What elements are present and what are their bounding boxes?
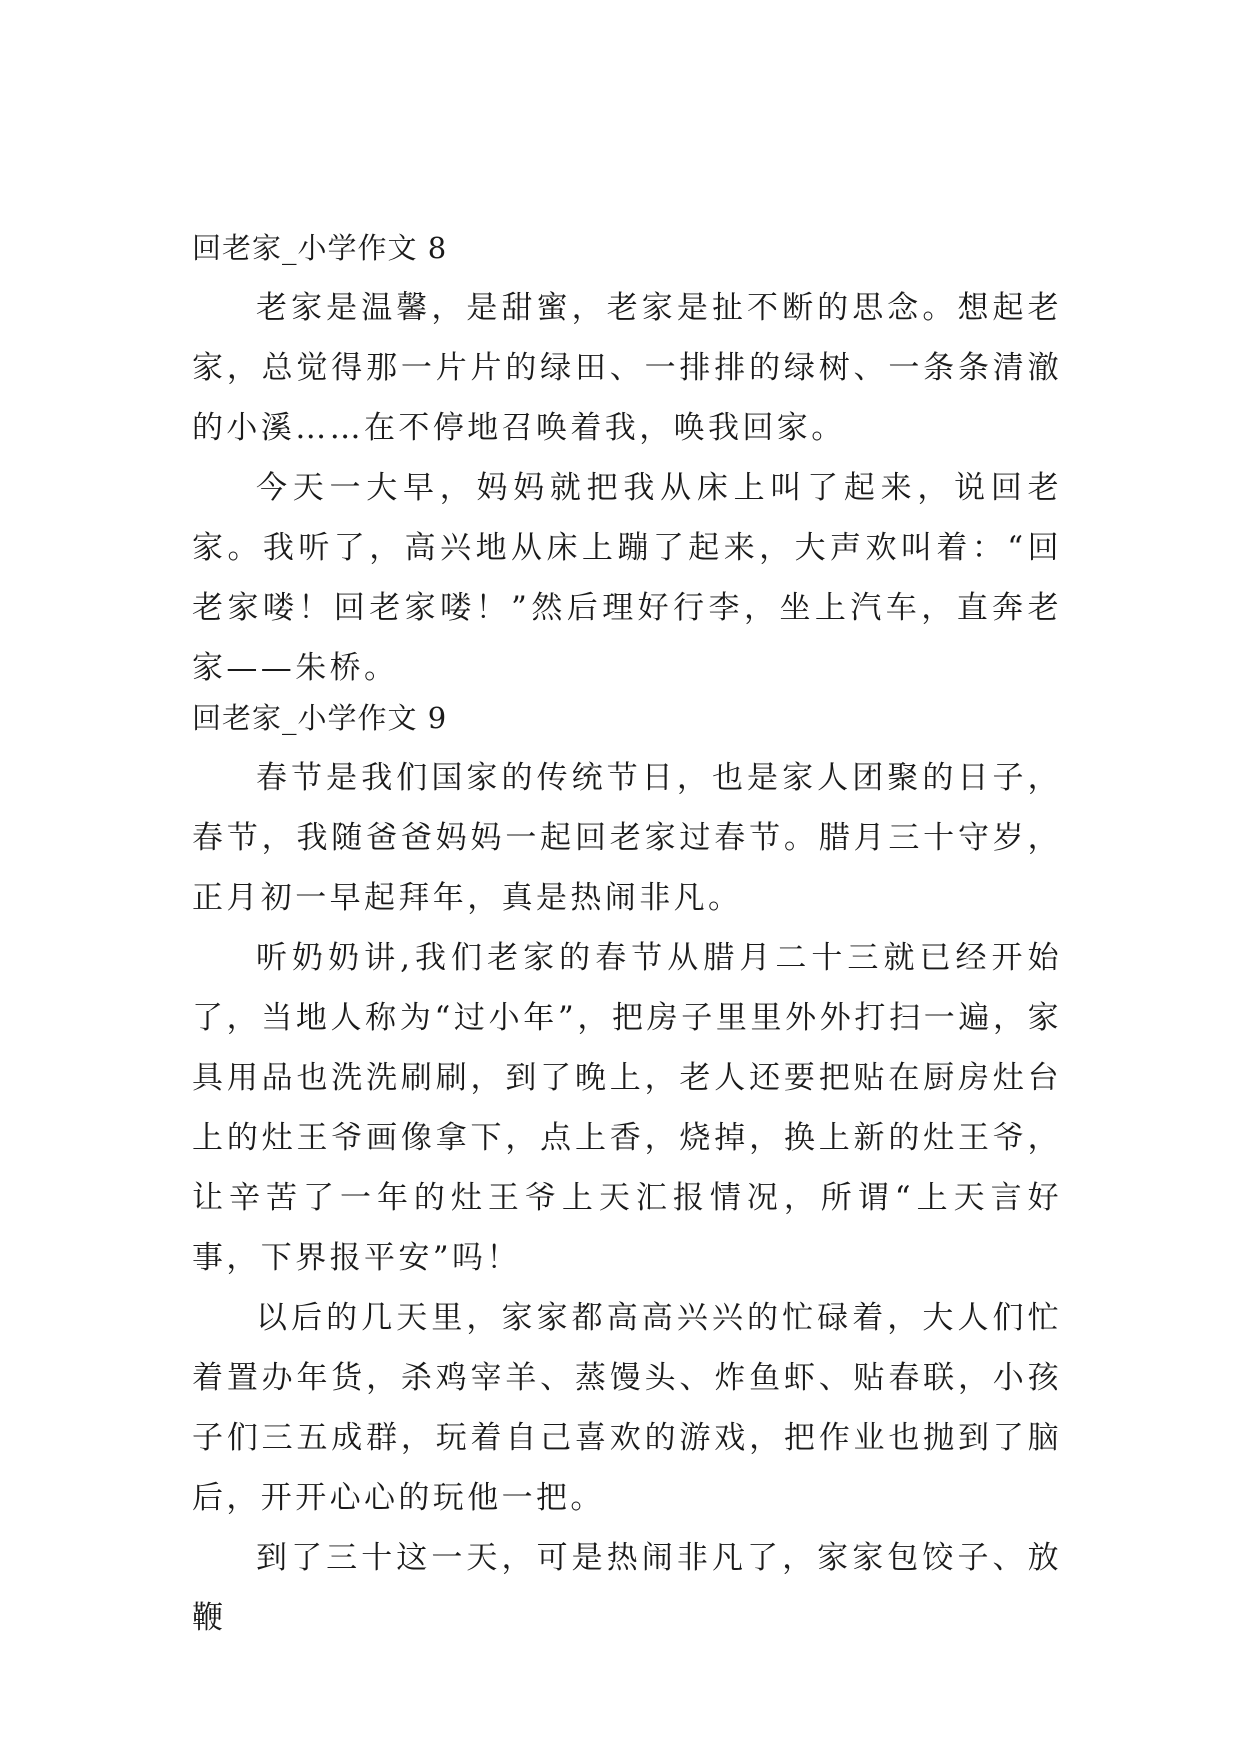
essay-paragraph: 以后的几天里，家家都高高兴兴的忙碌着，大人们忙着置办年货，杀鸡宰羊、蒸馒头、炸鱼虾、贴春联，小孩子们三五成群，玩着自己喜欢的游戏，把作业也抛到了脑后，开开心心的玩他一把。: [192, 1300, 1062, 1516]
essay-paragraph: 到了三十这一天，可是热闹非凡了，家家包饺子、放鞭: [192, 1540, 1062, 1636]
essay-title: 回老家_小学作文 8: [192, 231, 448, 265]
essay-paragraph: 春节是我们国家的传统节日，也是家人团聚的日子，春节，我随爸爸妈妈一起回老家过春节。腊月三十守岁，正月初一早起拜年，真是热闹非凡。: [192, 760, 1062, 916]
essay-paragraph: 今天一大早，妈妈就把我从床上叫了起来，说回老家。我听了，高兴地从床上蹦了起来，大声欢叫着：“回老家喽！回老家喽！”然后理好行李，坐上汽车，直奔老家——朱桥。: [192, 470, 1062, 686]
essay-title: 回老家_小学作文 9: [192, 701, 448, 735]
essay-section-9: [192, 688, 1062, 1648]
essay-section-8: [192, 218, 1062, 698]
essay-paragraph: 听奶奶讲,我们老家的春节从腊月二十三就已经开始了，当地人称为“过小年”，把房子里里外外打扫一遍，家具用品也洗洗刷刷，到了晚上，老人还要把贴在厨房灶台上的灶王爷画像拿下，点上香，烧掉，换上新的灶王爷，让辛苦了一年的灶王爷上天汇报情况，所谓“上天言好事，下界报平安”吗！: [192, 940, 1062, 1276]
essay-paragraph: 老家是温馨，是甜蜜，老家是扯不断的思念。想起老家，总觉得那一片片的绿田、一排排的绿树、一条条清澈的小溪……在不停地召唤着我，唤我回家。: [192, 290, 1062, 446]
